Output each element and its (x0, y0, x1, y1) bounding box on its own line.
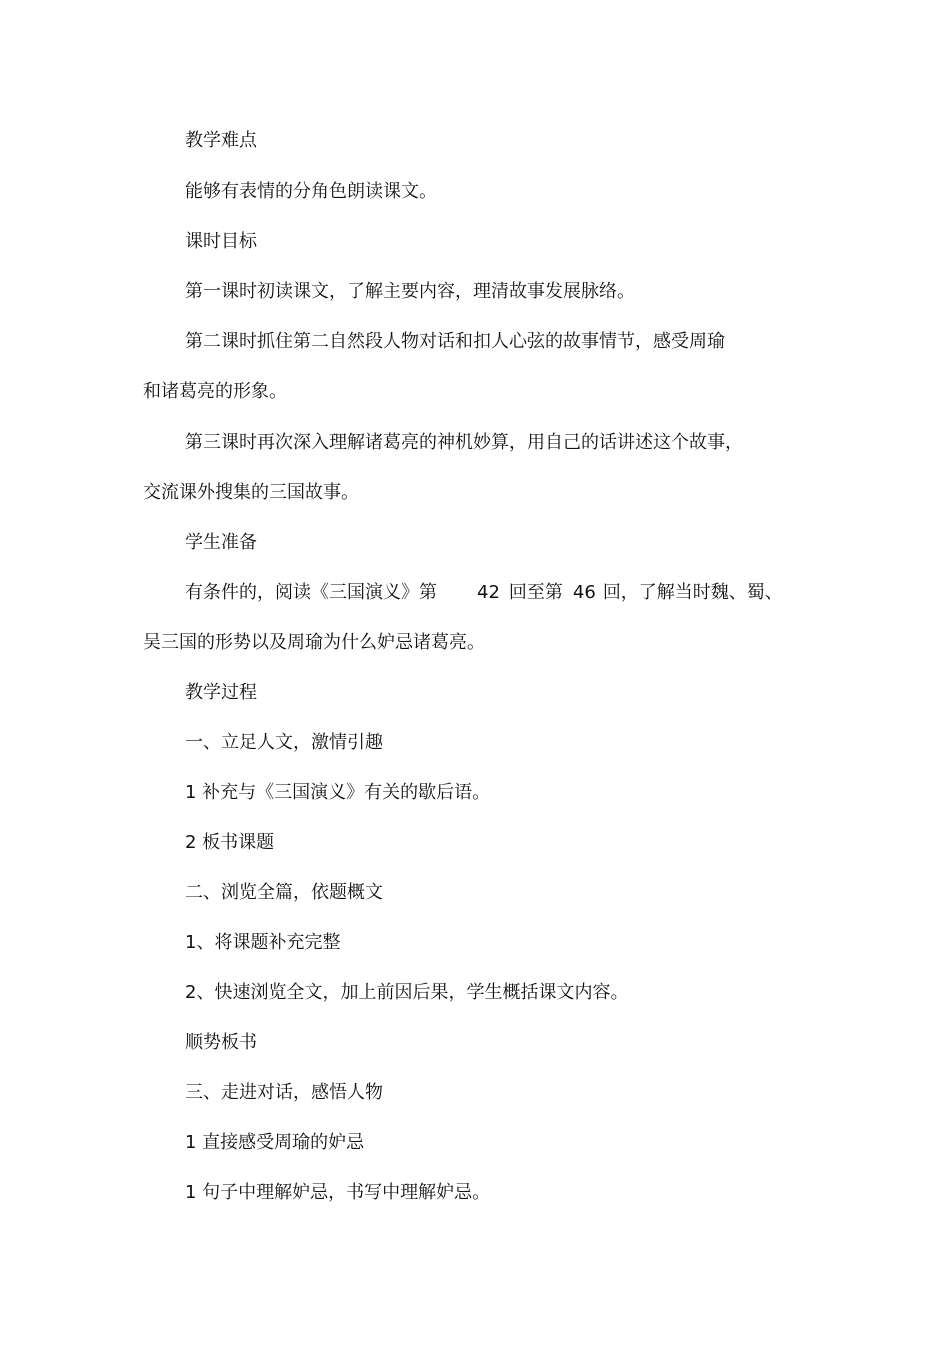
prep-text-e: 回，了解当时魏、蜀、 (602, 582, 783, 603)
section-3-item-1-detail: 1 句子中理解妒忌，书写中理解妒忌。 (185, 1182, 491, 1203)
paragraph-lesson-1: 第一课时初读课文，了解主要内容，理清故事发展脉络。 (185, 281, 635, 302)
section-2-item-1: 1、将课题补充完整 (185, 932, 341, 953)
section-2-title: 二、浏览全篇，依题概文 (185, 882, 383, 903)
paragraph-lesson-2: 第二课时抓住第二自然段人物对话和扣人心弦的故事情节，感受周瑜 (185, 331, 725, 352)
heading-student-prep: 学生准备 (185, 532, 257, 553)
prep-num-46: 46 (572, 582, 596, 603)
section-2-blackboard: 顺势板书 (185, 1032, 257, 1053)
paragraph-prep (185, 581, 783, 605)
paragraph-lesson-2-cont: 和诸葛亮的形象。 (143, 381, 287, 402)
prep-text-c: 回至第 (508, 582, 563, 603)
paragraph-difficulty: 能够有表情的分角色朗读课文。 (185, 181, 437, 202)
heading-teaching-difficulty: 教学难点 (185, 130, 257, 151)
section-1-item-2: 2 板书课题 (185, 832, 275, 853)
section-3-title: 三、走进对话，感悟人物 (185, 1082, 383, 1103)
heading-lesson-goals: 课时目标 (185, 231, 257, 252)
section-1-item-1: 1 补充与《三国演义》有关的歇后语。 (185, 782, 491, 803)
paragraph-prep-cont: 吴三国的形势以及周瑜为什么妒忌诸葛亮。 (143, 632, 485, 653)
heading-teaching-process: 教学过程 (185, 682, 257, 703)
prep-text-a: 有条件的，阅读《三国演义》第 (185, 582, 437, 603)
section-3-item-1: 1 直接感受周瑜的妒忌 (185, 1132, 365, 1153)
paragraph-lesson-3-cont: 交流课外搜集的三国故事。 (143, 482, 359, 503)
section-2-item-2: 2、快速浏览全文，加上前因后果，学生概括课文内容。 (185, 982, 629, 1003)
section-1-title: 一、立足人文，激情引趣 (185, 732, 383, 753)
prep-num-42: 42 (477, 582, 500, 603)
paragraph-lesson-3: 第三课时再次深入理解诸葛亮的神机妙算，用自己的话讲述这个故事， (185, 432, 743, 453)
